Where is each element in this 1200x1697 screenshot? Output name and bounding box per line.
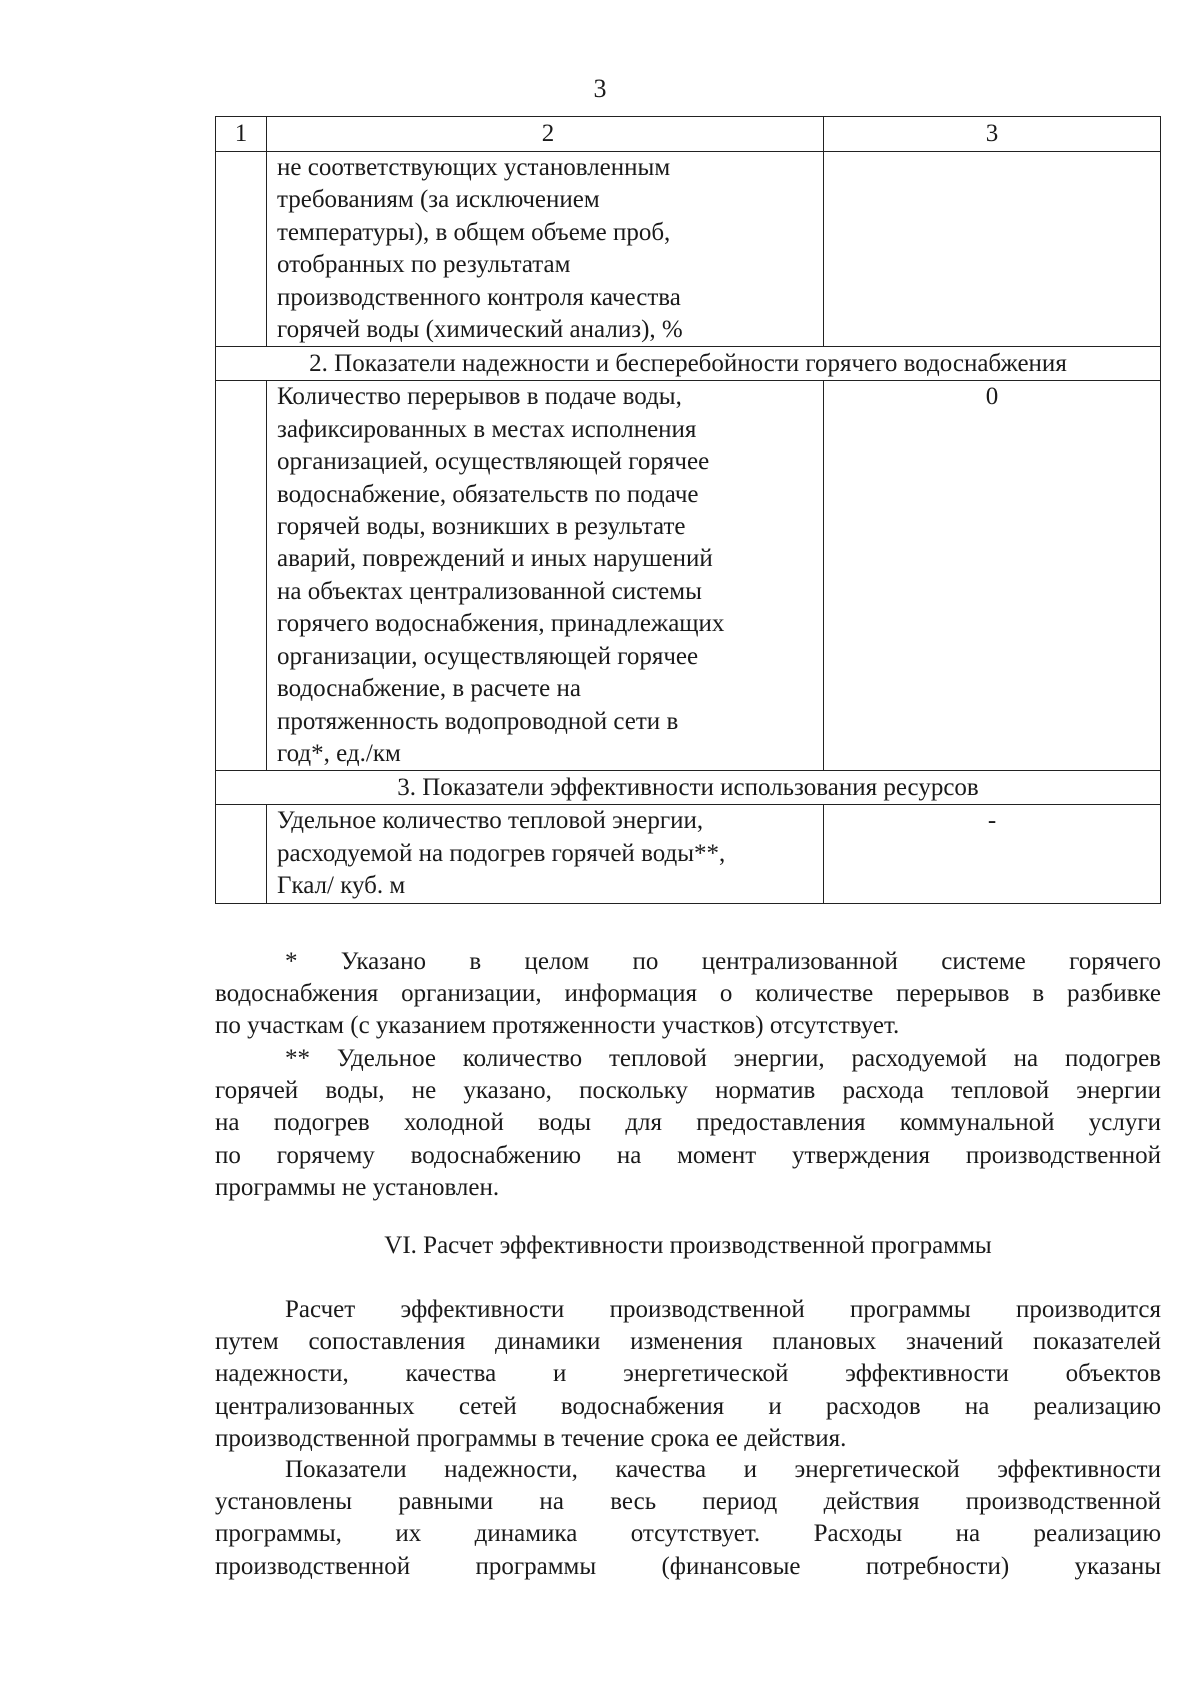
paragraph-indicators [215, 1454, 1161, 1583]
section-title-reliability: 2. Показатели надежности и бесперебойности горячего водоснабжения [216, 347, 1161, 381]
footnote-line: на подогрев холодной воды для предоставления коммунальной услуги [215, 1109, 1161, 1137]
paragraph-line: производственной программы (финансовые потребности) указаны [215, 1552, 1161, 1580]
cell-text-line: отобранных по результатам [277, 251, 571, 279]
cell-text-line: производственного контроля качества [277, 283, 681, 311]
table-row [216, 152, 1161, 347]
table-row [216, 381, 1161, 771]
cell-text-line: требованиям (за исключением [277, 186, 600, 214]
page-number: 3 [593, 74, 607, 103]
cell-text-line: температуры), в общем объеме проб, [277, 218, 671, 246]
cell-text-line: расходуемой на подогрев горячей воды**, [277, 839, 726, 867]
footnote-line: ** Удельное количество тепловой энергии, расходуемой на подогрев [285, 1045, 1161, 1072]
cell-text-line: горячего водоснабжения, принадлежащих [277, 610, 725, 638]
cell-text-line: водоснабжение, обязательств по подаче [277, 480, 699, 508]
paragraph-line: программы, их динамика отсутствует. Расходы на реализацию [215, 1520, 1161, 1548]
cell-text-line: горячей воды (химический анализ), % [277, 316, 683, 344]
cell-number [216, 152, 267, 347]
footnote-line: программы не установлен. [215, 1173, 500, 1201]
cell-text-line: протяженность водопроводной сети в [277, 707, 679, 735]
paragraph-line: путем сопоставления динамики изменения плановых значений показателей [215, 1328, 1161, 1356]
header-col-3: 3 [824, 117, 1161, 152]
cell-text-line: зафиксированных в местах исполнения [277, 415, 697, 443]
cell-text-line: организации, осуществляющей горячее [277, 642, 699, 670]
paragraph-calculation [215, 1294, 1161, 1455]
cell-value: 0 [824, 381, 1161, 771]
cell-number [216, 805, 267, 903]
section-heading: VI. Расчет эффективности производственной программы [384, 1232, 992, 1259]
paragraph-line: производственной программы в течение срока ее действия. [215, 1424, 847, 1452]
section-title-resources: 3. Показатели эффективности использования ресурсов [216, 771, 1161, 805]
footnote-line: горячей воды, не указано, поскольку норматив расхода тепловой энергии [215, 1077, 1161, 1105]
cell-text-line: не соответствующих установленным [277, 154, 671, 181]
cell-text-line: Количество перерывов в подаче воды, [277, 383, 682, 411]
footnote-heat [215, 1043, 1161, 1204]
cell-text-line: организацией, осуществляющей горячее [277, 448, 710, 476]
cell-text-line: Гкал/ куб. м [277, 872, 406, 900]
cell-text-line: горячей воды, возникших в результате [277, 513, 686, 541]
paragraph-line: установлены равными на весь период действия производственной [215, 1488, 1161, 1516]
table-row [216, 805, 1161, 903]
cell-value [824, 152, 1161, 347]
paragraph-line: Расчет эффективности производственной программы производится [285, 1296, 1161, 1323]
cell-indicator [267, 381, 824, 771]
header-col-2: 2 [267, 117, 824, 152]
table-section-row [216, 771, 1161, 805]
footnote-line: водоснабжения организации, информация о количестве перерывов в разбивке [215, 980, 1161, 1008]
cell-text-line: водоснабжение, в расчете на [277, 675, 581, 703]
cell-indicator [267, 152, 824, 347]
cell-number [216, 381, 267, 771]
footnote-interruptions [215, 946, 1161, 1043]
footnote-line: * Указано в целом по централизованной системе горячего [285, 948, 1161, 975]
indicators-table [215, 116, 1161, 904]
header-col-1: 1 [216, 117, 267, 152]
cell-text-line: на объектах централизованной системы [277, 577, 702, 605]
footnote-line: по участкам (с указанием протяженности участков) отсутствует. [215, 1012, 900, 1040]
paragraph-line: надежности, качества и энергетической эффективности объектов [215, 1360, 1161, 1388]
paragraph-line: централизованных сетей водоснабжения и расходов на реализацию [215, 1392, 1161, 1420]
table-section-row [216, 347, 1161, 381]
cell-text-line: Удельное количество тепловой энергии, [277, 807, 704, 835]
cell-text-line: аварий, повреждений и иных нарушений [277, 545, 713, 573]
cell-text-line: год*, ед./км [277, 739, 401, 767]
table-header-row [216, 117, 1161, 152]
cell-indicator [267, 805, 824, 903]
footnote-line: по горячему водоснабжению на момент утверждения производственной [215, 1141, 1161, 1169]
paragraph-line: Показатели надежности, качества и энергетической эффективности [285, 1456, 1161, 1483]
cell-value: - [824, 805, 1161, 903]
